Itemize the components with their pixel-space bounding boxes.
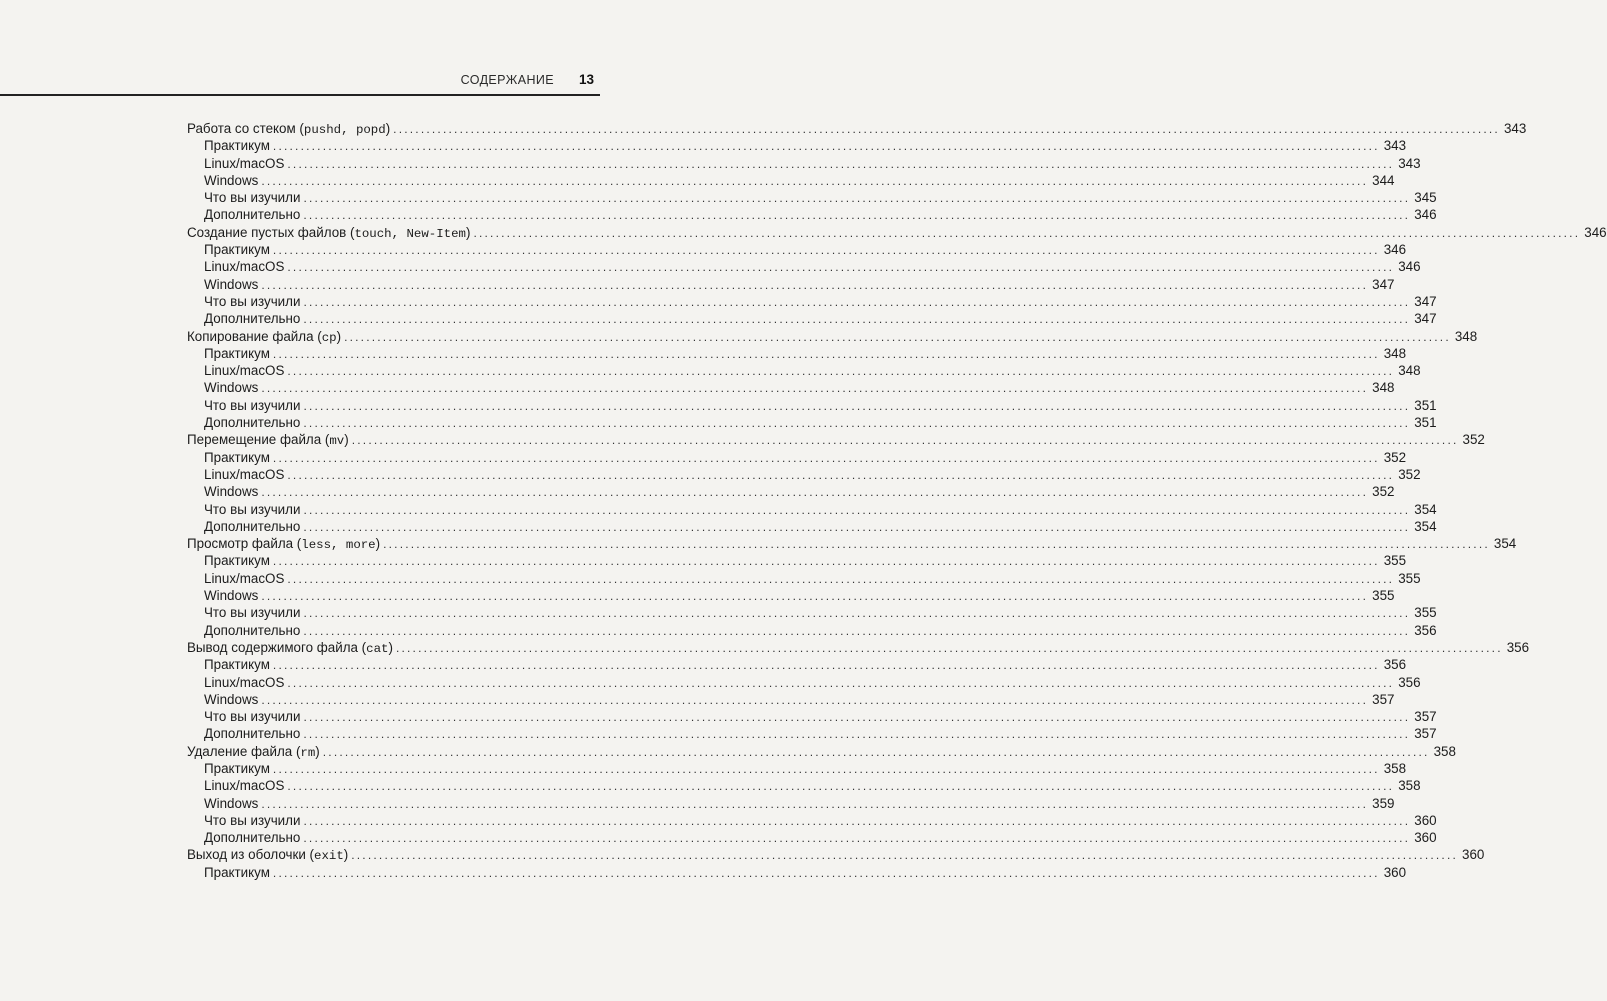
toc-page-number: 346 (1383, 242, 1407, 258)
toc-entry-label (204, 656, 270, 673)
toc-entry-title: Windows (204, 795, 259, 811)
toc-entry-title: Windows (204, 691, 259, 707)
toc-leader-dots: ........................................................................................................................................................................................................ (303, 519, 1411, 534)
toc-subsection-entry (187, 518, 1437, 535)
toc-leader-dots: ........................................................................................................................................................................................................ (303, 398, 1411, 413)
toc-leader-dots: ........................................................................................................................................................................................................ (303, 312, 1411, 327)
toc-subsection-entry (187, 760, 1407, 777)
toc-entry-label (204, 258, 284, 275)
toc-leader-dots: ........................................................................................................................................................................................................ (261, 589, 1369, 604)
toc-entry-command: cp (321, 330, 337, 345)
toc-page-number: 356 (1506, 639, 1530, 655)
toc-section-entry (187, 224, 1607, 241)
toc-leader-dots: ........................................................................................................................................................................................................ (261, 692, 1369, 707)
toc-subsection-entry (187, 293, 1437, 310)
toc-entry-title: Windows (204, 484, 259, 500)
toc-page-number: 345 (1414, 190, 1437, 206)
toc-leader-dots: ........................................................................................................................................................................................................ (303, 606, 1411, 621)
toc-page-number: 348 (1372, 380, 1395, 396)
toc-page-number: 351 (1414, 415, 1437, 431)
toc-page-number: 343 (1383, 138, 1407, 154)
toc-subsection-entry (187, 604, 1437, 621)
toc-entry-title: Windows (204, 276, 259, 292)
toc-section-entry (187, 120, 1527, 137)
toc-entry-title: Дополнительно (204, 622, 301, 638)
toc-subsection-entry (187, 137, 1407, 154)
toc-section-entry (187, 639, 1530, 656)
toc-entry-label (204, 483, 258, 500)
toc-entry-close-paren: ) (465, 224, 471, 240)
toc-page-number: 357 (1372, 691, 1395, 707)
toc-page-number: 351 (1414, 397, 1437, 413)
toc-entry-label (204, 310, 300, 327)
toc-page-number: 352 (1383, 449, 1407, 465)
toc-subsection-entry (187, 172, 1395, 189)
toc-entry-label (204, 622, 300, 639)
toc-leader-dots: ........................................................................................................................................................................................................ (303, 813, 1411, 828)
toc-entry-label (204, 760, 270, 777)
toc-entry-close-paren: ) (336, 328, 342, 344)
toc-subsection-entry (187, 155, 1421, 172)
toc-leader-dots: ........................................................................................................................................................................................................ (261, 173, 1369, 188)
toc-entry-title: Дополнительно (204, 726, 301, 742)
toc-leader-dots: ........................................................................................................................................................................................................ (272, 346, 1380, 361)
toc-entry-label (204, 829, 300, 846)
toc-subsection-entry (187, 501, 1437, 518)
toc-entry-title: Windows (204, 588, 259, 604)
toc-subsection-entry (187, 708, 1437, 725)
toc-entry-label (204, 379, 258, 396)
toc-entry-label (204, 552, 270, 569)
toc-entry-title: Просмотр файла ( (187, 536, 302, 552)
toc-leader-dots: ........................................................................................................................................................................................................ (261, 485, 1369, 500)
toc-leader-dots: ........................................................................................................................................................................................................ (303, 623, 1411, 638)
toc-page-number: 344 (1372, 172, 1395, 188)
toc-leader-dots: ........................................................................................................................................................................................................ (351, 848, 1459, 863)
toc-leader-dots: ........................................................................................................................................................................................................ (287, 364, 1395, 379)
toc-subsection-entry (187, 206, 1437, 223)
toc-leader-dots: ........................................................................................................................................................................................................ (395, 640, 1503, 655)
toc-page-number: 358 (1433, 743, 1456, 759)
toc-leader-dots: ........................................................................................................................................................................................................ (272, 243, 1380, 258)
toc-entry-command: rm (300, 745, 316, 760)
toc-leader-dots: ........................................................................................................................................................................................................ (261, 796, 1369, 811)
toc-leader-dots: ........................................................................................................................................................................................................ (272, 761, 1380, 776)
toc-page-number: 358 (1383, 760, 1407, 776)
toc-entry-close-paren: ) (375, 536, 381, 552)
toc-leader-dots: ........................................................................................................................................................................................................ (473, 225, 1581, 240)
toc-page-number: 356 (1383, 657, 1407, 673)
toc-section-entry (187, 743, 1456, 760)
toc-entry-title: Дополнительно (204, 311, 301, 327)
toc-leader-dots: ........................................................................................................................................................................................................ (261, 277, 1369, 292)
toc-page-number: 354 (1493, 536, 1517, 552)
toc-leader-dots: ........................................................................................................................................................................................................ (272, 865, 1380, 880)
toc-entry-title: Практикум (204, 864, 270, 880)
toc-entry-title: Windows (204, 172, 259, 188)
toc-page-number: 359 (1372, 795, 1395, 811)
toc-leader-dots: ........................................................................................................................................................................................................ (303, 208, 1411, 223)
toc-subsection-entry (187, 449, 1407, 466)
toc-entry-title: Linux/macOS (204, 778, 285, 794)
toc-entry-title: Linux/macOS (204, 466, 285, 482)
toc-entry-label (204, 518, 300, 535)
toc-entry-label (204, 449, 270, 466)
toc-leader-dots: ........................................................................................................................................................................................................ (393, 122, 1500, 136)
toc-subsection-entry (187, 795, 1395, 812)
toc-subsection-entry (187, 570, 1421, 587)
toc-page-number: 352 (1372, 484, 1395, 500)
toc-page-number: 347 (1414, 311, 1437, 327)
toc-entry-label (204, 206, 300, 223)
toc-page-number: 346 (1584, 224, 1607, 240)
toc-page-number: 348 (1454, 328, 1478, 344)
header-page-number: 13 (578, 72, 594, 87)
toc-page-number: 354 (1414, 501, 1437, 517)
toc-leader-dots: ........................................................................................................................................................................................................ (287, 675, 1395, 690)
toc-entry-label (204, 864, 270, 881)
toc-entry-label (204, 570, 284, 587)
toc-section-entry (187, 846, 1485, 864)
toc-page-number: 360 (1414, 812, 1437, 828)
toc-page-number: 357 (1414, 726, 1437, 742)
toc-entry-title: Практикум (204, 138, 270, 154)
toc-page-number: 360 (1462, 847, 1485, 863)
toc-page-number: 352 (1398, 466, 1421, 482)
toc-leader-dots: ........................................................................................................................................................................................................ (303, 831, 1411, 846)
toc-leader-dots: ........................................................................................................................................................................................................ (303, 416, 1411, 431)
toc-leader-dots: ........................................................................................................................................................................................................ (322, 744, 1430, 759)
toc-entry-title: Дополнительно (204, 415, 301, 431)
toc-entry-title: Практикум (204, 657, 270, 673)
toc-entry-label (204, 362, 284, 379)
toc-leader-dots: ........................................................................................................................................................................................................ (303, 727, 1411, 742)
toc-entry-label (204, 397, 300, 414)
toc-leader-dots: ........................................................................................................................................................................................................ (272, 658, 1380, 673)
toc-entry-title: Что вы изучили (204, 293, 301, 309)
toc-entry-title: Что вы изучили (204, 190, 301, 206)
toc-subsection-entry (187, 552, 1407, 569)
toc-leader-dots: ........................................................................................................................................................................................................ (344, 329, 1451, 344)
toc-entry-label (204, 466, 284, 483)
toc-entry-title: Вывод содержимого файла ( (187, 639, 367, 655)
toc-subsection-entry (187, 725, 1437, 742)
toc-page-number: 348 (1383, 345, 1407, 361)
toc-entry-label (204, 812, 300, 829)
toc-page-number: 356 (1398, 674, 1421, 690)
toc-entry-title: Перемещение файла ( (187, 432, 330, 448)
toc-entry-label (204, 155, 284, 172)
toc-entry-label (204, 172, 258, 189)
toc-leader-dots: ........................................................................................................................................................................................................ (303, 191, 1411, 206)
toc-page-number: 355 (1398, 570, 1421, 586)
toc-entry-title: Практикум (204, 760, 270, 776)
toc-subsection-entry (187, 777, 1421, 794)
toc-entry-command: less, more (301, 538, 376, 553)
toc-entry-label (204, 414, 300, 431)
toc-subsection-entry (187, 397, 1437, 414)
toc-entry-label (204, 604, 300, 621)
toc-entry-label (204, 137, 270, 154)
toc-entry-title: Linux/macOS (204, 363, 285, 379)
toc-subsection-entry (187, 829, 1437, 846)
toc-entry-command: pushd, popd (303, 123, 386, 137)
toc-entry-label (204, 725, 300, 742)
toc-subsection-entry (187, 674, 1421, 691)
toc-entry-title: Linux/macOS (204, 259, 285, 275)
toc-subsection-entry (187, 189, 1437, 206)
toc-entry-label (204, 691, 258, 708)
toc-page-number: 343 (1398, 155, 1421, 171)
toc-subsection-entry (187, 362, 1421, 379)
toc-entry-title: Практикум (204, 345, 270, 361)
toc-section-entry (187, 431, 1485, 449)
toc-page-number: 355 (1372, 588, 1395, 604)
toc-entry-title: Практикум (204, 242, 270, 258)
toc-entry-label (204, 674, 284, 691)
toc-subsection-entry (187, 587, 1395, 604)
toc-section-entry (187, 328, 1478, 345)
toc-entry-close-paren: ) (388, 639, 393, 655)
toc-entry-title: Дополнительно (204, 830, 301, 846)
toc-leader-dots: ........................................................................................................................................................................................................ (287, 571, 1395, 586)
toc-entry-label (204, 777, 284, 794)
toc-page-number: 356 (1414, 622, 1437, 638)
toc-leader-dots: ........................................................................................................................................................................................................ (272, 139, 1380, 154)
toc-leader-dots: ........................................................................................................................................................................................................ (287, 467, 1395, 482)
toc-subsection-entry (187, 622, 1437, 639)
toc-page-number: 360 (1414, 830, 1437, 846)
running-header (0, 70, 600, 92)
toc-entry-title: Что вы изучили (204, 501, 301, 517)
toc-entry-title: Что вы изучили (204, 397, 301, 413)
toc-entry-title: Дополнительно (204, 518, 301, 534)
toc-subsection-entry (187, 812, 1437, 829)
toc-entry-close-paren: ) (385, 121, 391, 136)
toc-subsection-entry (187, 864, 1407, 881)
toc-entry-title: Выход из оболочки ( (187, 847, 315, 863)
toc-entry-command: touch, New-Item (354, 226, 466, 241)
toc-page-number: 360 (1383, 864, 1407, 880)
toc-entry-label (204, 501, 300, 518)
toc-subsection-entry (187, 483, 1395, 500)
toc-page-number: 358 (1398, 778, 1421, 794)
toc-entry-title: Windows (204, 380, 259, 396)
toc-entry-title: Практикум (204, 449, 270, 465)
toc-entry-label (204, 345, 270, 362)
toc-entry-title: Копирование файла ( (187, 328, 322, 344)
toc-subsection-entry (187, 345, 1407, 362)
header-title: СОДЕРЖАНИЕ (460, 73, 554, 87)
toc-page-number: 346 (1414, 207, 1437, 223)
toc-entry-title: Что вы изучили (204, 812, 301, 828)
toc-leader-dots: ........................................................................................................................................................................................................ (303, 710, 1411, 725)
toc-entry-close-paren: ) (344, 432, 349, 448)
toc-page-number: 355 (1383, 553, 1407, 569)
toc-page-number: 346 (1398, 259, 1421, 275)
toc-leader-dots: ........................................................................................................................................................................................................ (383, 537, 1490, 552)
toc-leader-dots: ........................................................................................................................................................................................................ (272, 450, 1380, 465)
toc-subsection-entry (187, 276, 1395, 293)
toc-leader-dots: ........................................................................................................................................................................................................ (303, 502, 1411, 517)
toc-entry-close-paren: ) (315, 743, 320, 759)
toc-subsection-entry (187, 310, 1437, 327)
toc-subsection-entry (187, 414, 1437, 431)
toc-subsection-entry (187, 258, 1421, 275)
toc-section-entry (187, 535, 1517, 553)
toc-page-number: 347 (1414, 293, 1437, 309)
toc-entry-title: Linux/macOS (204, 155, 285, 171)
toc-leader-dots: ........................................................................................................................................................................................................ (351, 433, 1459, 448)
toc-entry-title: Что вы изучили (204, 605, 301, 621)
toc-subsection-entry (187, 466, 1421, 483)
toc-entry-label (204, 587, 258, 604)
toc-entry-title: Linux/macOS (204, 674, 285, 690)
toc-leader-dots: ........................................................................................................................................................................................................ (287, 260, 1395, 275)
toc-entry-label (204, 189, 300, 206)
table-of-contents (187, 120, 1607, 881)
toc-leader-dots: ........................................................................................................................................................................................................ (287, 156, 1395, 171)
toc-entry-close-paren: ) (343, 847, 349, 863)
toc-entry-title: Что вы изучили (204, 709, 301, 725)
toc-entry-command: exit (314, 849, 344, 864)
toc-entry-command: cat (366, 641, 389, 656)
toc-entry-title: Дополнительно (204, 207, 301, 223)
toc-entry-label (204, 293, 300, 310)
toc-entry-title: Удаление файла ( (187, 743, 301, 759)
toc-entry-title: Работа со стеком ( (187, 121, 304, 136)
toc-leader-dots: ........................................................................................................................................................................................................ (272, 554, 1380, 569)
toc-subsection-entry (187, 691, 1395, 708)
toc-subsection-entry (187, 379, 1395, 396)
toc-leader-dots: ........................................................................................................................................................................................................ (261, 381, 1369, 396)
toc-entry-label (204, 276, 258, 293)
toc-entry-title: Создание пустых файлов ( (187, 224, 355, 240)
toc-entry-label (204, 708, 300, 725)
toc-page-number: 347 (1372, 276, 1395, 292)
toc-entry-label (204, 241, 270, 258)
toc-page-number: 343 (1503, 121, 1527, 136)
toc-entry-label (204, 795, 258, 812)
toc-leader-dots: ........................................................................................................................................................................................................ (303, 294, 1411, 309)
toc-page-number: 354 (1414, 518, 1437, 534)
toc-entry-command: mv (329, 434, 345, 449)
toc-subsection-entry (187, 656, 1407, 673)
toc-page-number: 348 (1398, 363, 1421, 379)
header-rule (0, 94, 600, 96)
toc-page-number: 352 (1462, 432, 1485, 448)
toc-leader-dots: ........................................................................................................................................................................................................ (287, 779, 1395, 794)
toc-entry-title: Linux/macOS (204, 570, 285, 586)
toc-subsection-entry (187, 241, 1407, 258)
toc-page-number: 355 (1414, 605, 1437, 621)
toc-entry-title: Практикум (204, 553, 270, 569)
toc-page-number: 357 (1414, 709, 1437, 725)
